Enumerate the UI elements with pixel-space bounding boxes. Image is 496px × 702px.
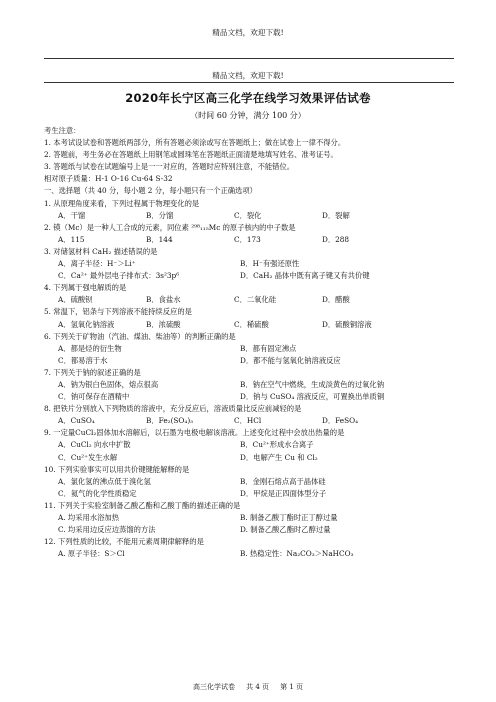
question-stem: 3. 对储氢材料 CaH₂ 描述错误的是 [44, 246, 158, 256]
notes-heading: 考生注意： [44, 126, 81, 135]
answer-option: C．173 [234, 234, 261, 244]
note-item: 2. 答题前，考生务必在答题纸上用钢笔或圆珠笔在答题纸正面清楚地填写姓名、准考证号。 [44, 150, 338, 160]
answer-option: C．Cu²⁺发生水解 [58, 452, 118, 462]
atomic-masses: 相对原子质量：H-1 O-16 Cu-64 S-32 [44, 174, 173, 184]
question-stem: 1. 从原理角度来看，下列过程属于物理变化的是 [44, 198, 200, 208]
question-stem: 11. 下列关于实验室制备乙酸乙酯和乙酸丁酯的描述正确的是 [44, 500, 241, 510]
answer-option: D．都不能与氢氧化钠溶液反应 [240, 355, 341, 365]
answer-option: A. 均采用水浴加热 [58, 513, 119, 522]
answer-option: D．FeSO₄ [322, 416, 359, 426]
answer-option: B．Fe₂(SO₄)₃ [146, 416, 194, 426]
option-row [44, 512, 464, 524]
question-stem: 5. 常温下，铝条与下列溶液不能持续反应的是 [44, 307, 192, 317]
answer-option: C．稀硫酸 [234, 319, 269, 329]
answer-option: D．甲烷是正四面体型分子 [240, 488, 327, 498]
footer-subject: 高三化学试卷 [192, 683, 235, 691]
option-row [44, 379, 464, 391]
option-row [44, 355, 464, 367]
option-row [44, 270, 464, 282]
answer-option: C．都易溶于水 [58, 355, 108, 365]
answer-option: B．金刚石熔点高于晶体硅 [240, 476, 326, 486]
answer-option: A. 原子半径：S＞Cl [58, 549, 125, 559]
answer-option: C．氦气的化学性质稳定 [58, 488, 137, 498]
answer-option: B．分馏 [146, 210, 174, 220]
answer-option: B. 热稳定性：Na₂CO₃＞NaHCO₃ [240, 549, 354, 559]
answer-option: B．都有固定沸点 [240, 343, 297, 353]
answer-option: A．115 [58, 234, 85, 244]
option-row [44, 452, 464, 464]
answer-option: D. 制备乙酸乙酯时乙醇过量 [240, 525, 331, 535]
answer-option: D．钠与 CuSO₄ 溶液反应，可置换出单质铜 [240, 392, 385, 402]
answer-option: B．浓硫酸 [146, 319, 181, 329]
question-stem: 6. 下列关于矿物油（汽油、煤油、柴油等）的判断正确的是 [44, 331, 236, 341]
answer-option: D．裂解 [322, 210, 350, 220]
header-rule-2 [44, 82, 454, 83]
section-heading: 一、选择题（共 40 分，每小题 2 分，每小题只有一个正确选项） [44, 186, 257, 196]
option-row [44, 476, 464, 488]
question-stem: 7. 下列关于钠的叙述正确的是 [44, 367, 141, 377]
exam-title: 2020年长宁区高三化学在线学习效果评估试卷 [125, 91, 371, 105]
answer-option: B．钠在空气中燃烧，生成淡黄色的过氧化钠 [240, 379, 385, 389]
answer-option: D．醋酸 [322, 295, 350, 305]
header-watermark: 精品文档，欢迎下载! [212, 28, 284, 37]
answer-option: A．钠为银白色固体，熔点很高 [58, 379, 159, 389]
question-stem: 10. 下列实验事实可以用共价键键能解释的是 [44, 464, 190, 474]
answer-option: C．钠可保存在酒精中 [58, 392, 130, 402]
page-footer [0, 682, 496, 692]
answer-option: A．离子半径：H⁻＞Li⁺ [58, 259, 136, 269]
option-row [44, 294, 464, 306]
option-row [44, 210, 464, 222]
option-row [44, 343, 464, 355]
answer-option: B．H⁻有强还原性 [240, 259, 300, 269]
exam-subtitle: （时间 60 分钟，满分 100 分） [190, 111, 306, 120]
option-row [44, 488, 464, 500]
answer-option: C．二氧化硅 [234, 295, 277, 305]
question-stem: 2. 镆（Mc）是一种人工合成的元素，同位素 ²⁹⁸₁₁₅Mc 的原子核内的中子数是 [44, 222, 296, 232]
note-item: 3. 答题纸与试卷在试题编号上是一一对应的，答题时应特别注意，不能错位。 [44, 162, 295, 172]
answer-option: C. 均采用边反应边蒸馏的方法 [58, 525, 156, 535]
question-stem: 9. 一定量CuCl₂固体加水溶解后，以石墨为电极电解该溶液。上述变化过程中会放出热量的是 [44, 428, 345, 438]
answer-option: A．氢氧化钠溶液 [58, 319, 115, 329]
note-item: 1. 本考试设试卷和答题纸两部分，所有答题必须涂或写在答题纸上；做在试卷上一律不得分。 [44, 138, 346, 148]
answer-option: A．CuCl₂ 向水中扩散 [58, 440, 131, 450]
answer-option: C．裂化 [234, 210, 262, 220]
answer-option: A．都是烃的衍生物 [58, 343, 122, 353]
answer-option: D．288 [322, 234, 350, 244]
question-stem: 12. 下列性质的比较，不能用元素周期律解释的是 [44, 537, 204, 547]
answer-option: B. 制备乙酸丁酯时正丁醇过量 [240, 513, 338, 522]
option-row [44, 524, 464, 536]
answer-option: C．Ca²⁺ 最外层电子排布式：3s²3p⁶ [58, 271, 180, 281]
option-row [44, 258, 464, 270]
answer-option: A．干馏 [58, 210, 86, 220]
header-rule [44, 58, 454, 59]
answer-option: B．食盐水 [146, 295, 181, 305]
answer-option: A．硫酸钡 [58, 295, 93, 305]
answer-option: A．CuSO₄ [58, 416, 95, 426]
answer-option: D．硫酸铜溶液 [322, 319, 372, 329]
header-watermark-2: 精品文档，欢迎下载! [212, 71, 284, 80]
question-list [44, 198, 464, 561]
footer-page-number: 第 1 页 [280, 683, 304, 691]
option-row [44, 391, 464, 403]
answer-option: D．电解产生 Cu 和 Cl₂ [240, 452, 318, 462]
exam-body [44, 125, 464, 560]
answer-option: A．氯化氢的沸点低于溴化氢 [58, 476, 151, 486]
answer-option: B．144 [146, 234, 173, 244]
question-stem: 8. 把铁片分别放入下列物质的溶液中，充分反应后，溶液质量比反应前减轻的是 [44, 404, 302, 414]
option-row [44, 439, 464, 451]
answer-option: B．Cu²⁺形成水合离子 [240, 440, 314, 450]
option-row [44, 319, 464, 331]
option-row [44, 234, 464, 246]
question-stem: 4. 下列属于强电解质的是 [44, 283, 127, 293]
footer-total-pages: 共 4 页 [246, 683, 269, 691]
answer-option: D．CaH₂ 晶体中既有离子键又有共价键 [240, 271, 370, 281]
answer-option: C．HCl [234, 416, 262, 426]
option-row [44, 548, 464, 560]
option-row [44, 415, 464, 427]
